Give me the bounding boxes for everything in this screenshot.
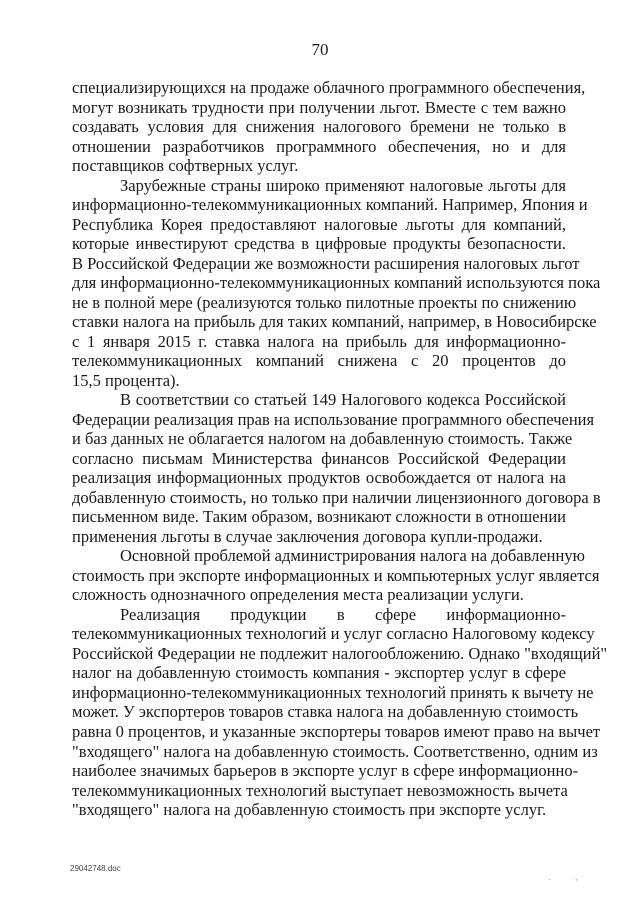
text-line: "входящего" налога на добавленную стоимость. Соответственно, одним из bbox=[72, 741, 598, 761]
text-line: отношении разработчиков программного обеспечения, но и для bbox=[72, 136, 566, 156]
text-line: В Российской Федерации же возможности расширения налоговых льгот bbox=[72, 253, 580, 273]
text-line: сложность однозначного определения места реализации услуги. bbox=[72, 585, 524, 605]
text-line: наиболее значимых барьеров в экспорте услуг в сфере информационно- bbox=[72, 761, 579, 780]
paragraph-first-line: Реализация продукции в сфере информационно- bbox=[120, 604, 566, 624]
text-line: создавать условия для снижения налогового бремени не только в bbox=[72, 117, 566, 136]
text-line: специализирующихся на продаже облачного программного обеспечения, bbox=[72, 78, 586, 97]
text-line: согласно письмам Министерства финансов Российской Федерации bbox=[72, 448, 566, 468]
text-line: 15,5 процента). bbox=[72, 370, 180, 390]
text-line: равна 0 процентов, и указанные экспортеры товаров имеют право на вычет bbox=[72, 721, 601, 741]
text-line: Федерации реализация прав на использование программного обеспечения bbox=[72, 409, 595, 429]
text-line: телекоммуникационных технологий и услуг согласно Налоговому кодексу bbox=[72, 624, 595, 644]
page-number: 70 bbox=[311, 40, 329, 59]
paragraph-first-line: Основной проблемой администрирования налога на добавленную bbox=[120, 546, 585, 566]
text-line: может. У экспортеров товаров ставка налога на добавленную стоимость bbox=[72, 702, 579, 722]
text-line: применения льготы в случае заключения договора купли-продажи. bbox=[72, 526, 543, 546]
scan-artifact: , bbox=[575, 872, 578, 882]
paragraph-first-line: Зарубежные страны широко применяют налоговые льготы для bbox=[120, 175, 566, 195]
text-line: ставки налога на прибыль для таких компаний, например, в Новосибирске bbox=[72, 312, 597, 332]
text-line: добавленную стоимость, но только при наличии лицензионного договора в bbox=[72, 487, 601, 507]
text-line: для информационно-телекоммуникационных компаний используются пока bbox=[72, 273, 601, 293]
text-line: информационно-телекоммуникационных технологий принять к вычету не bbox=[72, 682, 594, 702]
paragraph-first-line: В соответствии со статьей 149 Налогового кодекса Российской bbox=[120, 390, 566, 410]
text-line: с 1 января 2015 г. ставка налога на прибыль для информационно- bbox=[72, 331, 566, 351]
scan-artifact: . bbox=[548, 872, 551, 882]
text-line: телекоммуникационных технологий выступает невозможность вычета bbox=[72, 780, 568, 800]
text-line: не в полной мере (реализуются только пилотные проекты по снижению bbox=[72, 292, 577, 312]
text-line: поставщиков софтверных услуг. bbox=[72, 156, 299, 176]
text-line: налог на добавленную стоимость компания - экспортер услуг в сфере bbox=[72, 663, 566, 683]
document-file-id: 29042748.doc bbox=[70, 864, 121, 873]
text-line: стоимость при экспорте информационных и компьютерных услуг является bbox=[72, 565, 600, 585]
text-line: которые инвестируют средства в цифровые продукты безопасности. bbox=[72, 234, 566, 254]
text-line: Российской Федерации не подлежит налогообложению. Однако "входящий" bbox=[72, 643, 608, 663]
text-line: реализация информационных продуктов освобождается от налога на bbox=[72, 468, 566, 488]
text-line: информационно-телекоммуникационных компаний. Например, Япония и bbox=[72, 195, 588, 215]
text-line: могут возникать трудности при получении льгот. Вместе с тем важно bbox=[72, 97, 566, 117]
text-line: телекоммуникационных компаний снижена с 20 процентов до bbox=[72, 351, 566, 371]
text-line: Республика Корея предоставляют налоговые льготы для компаний, bbox=[72, 214, 566, 234]
text-line: "входящего" налога на добавленную стоимость при экспорте услуг. bbox=[72, 800, 547, 819]
text-line: письменном виде. Таким образом, возникают сложности в отношении bbox=[72, 507, 566, 527]
text-line: и баз данных не облагается налогом на добавленную стоимость. Также bbox=[72, 429, 573, 449]
